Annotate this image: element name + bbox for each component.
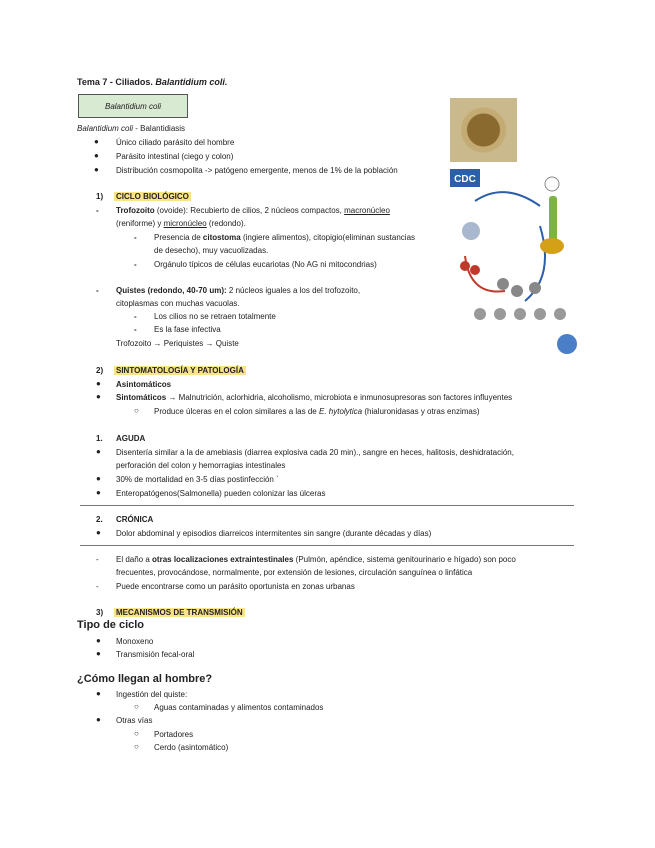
bullet-dot: ●: [96, 392, 101, 401]
extraintestinal-line: El daño a otras localizaciones extraintestinales (Pulmón, apéndice, sistema genitourinario e hígado) son poco: [116, 555, 516, 564]
stage-drawing: [554, 308, 566, 320]
stage-drawing: [514, 308, 526, 320]
quiste-sub: Es la fase infectiva: [154, 325, 221, 334]
bullet-dot: ●: [96, 649, 101, 658]
intro-bullet: Único ciliado parásito del hombre: [116, 138, 235, 147]
intestine-drawing: [540, 238, 564, 254]
stage-row: [474, 308, 566, 320]
bullet-dot: ●: [96, 528, 101, 537]
stage-drawing: [494, 308, 506, 320]
aguda-bullet: 30% de mortalidad en 3-5 días postinfección `: [116, 475, 279, 484]
divider: [80, 505, 574, 506]
trofozoito-sub-cont: de desecho), muy vacuolizadas.: [154, 246, 269, 255]
dash: -: [134, 325, 137, 334]
quiste-line-2: citoplasmas con muchas vacuolas.: [116, 299, 240, 308]
cyst-drawing: [529, 282, 541, 294]
asintomaticos: Asintomáticos: [116, 380, 172, 389]
sintomaticos-sub: Produce úlceras en el colon similares a las de E. hytolytica (hialuronidasas y otras enzimas): [154, 407, 480, 416]
aguda-heading: AGUDA: [116, 434, 146, 443]
blood-icon: [460, 261, 470, 271]
section-heading-transmision: MECANISMOS DE TRANSMISIÓN: [116, 608, 243, 617]
section-heading-sintomatologia: SINTOMATOLOGÍA Y PATOLOGÍA: [116, 366, 244, 375]
tipo-ciclo-heading: Tipo de ciclo: [77, 619, 145, 631]
bullet-dot: ●: [96, 689, 101, 698]
llegan-item: Ingestión del quiste:: [116, 690, 188, 699]
oportunista-line: Puede encontrarse como un parásito oportunista en zonas urbanas: [116, 582, 355, 591]
trofozoito-sub: Orgánulo típicos de células eucariotas (No AG ni mitocondrias): [154, 260, 377, 269]
species-label-box: Balantidium coli: [78, 94, 188, 118]
life-cycle-diagram: [445, 166, 579, 358]
section-number: 2): [96, 366, 104, 375]
intro-line: Balantidium coli - Balantidiasis: [77, 124, 186, 133]
bullet-dot: ●: [96, 488, 101, 497]
llegan-sub: Portadores: [154, 730, 194, 739]
dash: -: [96, 206, 99, 215]
extraintestinal-line-2: frecuentes, provocándose, normalmente, por extensión de lesiones, circulación sanguínea o linfática: [116, 568, 473, 577]
stage-drawing: [474, 308, 486, 320]
bullet-dot: ●: [96, 447, 101, 456]
section-number: 3): [96, 608, 104, 617]
life-cycle-figure: [445, 166, 579, 358]
ciclo-item: Transmisión fecal-oral: [116, 650, 195, 659]
bullet-dot: ●: [96, 379, 101, 388]
quiste-sub: Los cilios no se retraen totalmente: [154, 312, 276, 321]
bullet-dot: ●: [96, 715, 101, 724]
blood-icon: [470, 265, 480, 275]
dash: -: [134, 312, 137, 321]
bullet-dot: ●: [94, 151, 99, 160]
bullet-dot: ●: [96, 474, 101, 483]
trofozoito-line: Trofozoito (ovoide): Recubierto de cilios, 2 núcleos compactos, macronúcleo: [116, 206, 390, 215]
section-heading-ciclo: CICLO BIOLÓGICO: [116, 192, 189, 201]
cycle-arrow: [475, 192, 540, 206]
cyst-drawing: [497, 278, 509, 290]
list-number: 1.: [96, 434, 103, 443]
dash: -: [96, 555, 99, 564]
ciclo-item: Monoxeno: [116, 637, 154, 646]
dash: -: [134, 260, 137, 269]
cyst-micrograph: [450, 98, 517, 162]
bullet-dot: ●: [94, 165, 99, 174]
stage-drawing: [534, 308, 546, 320]
cyst-drawing: [511, 285, 523, 297]
bullet-dot: ●: [96, 636, 101, 645]
aguda-bullet-cont: perforación del colon y hemorragias intestinales: [116, 461, 286, 470]
page-marker-circle: [557, 334, 577, 354]
human-head-outline: [545, 177, 559, 191]
trofozoito-sub: Presencia de citostoma (ingiere alimentos), citopigio(eliminan sustancias: [154, 233, 416, 242]
sintomaticos-line: Sintomáticos → Malnutrición, aclorhidria, alcoholismo, microbiota e inmunosupresoras son factores influyentes: [116, 393, 513, 402]
llegan-heading: ¿Cómo llegan al hombre?: [77, 673, 213, 685]
divider: [80, 545, 574, 546]
page-title: Tema 7 - Ciliados. Balantidium coli.: [77, 77, 228, 87]
dash: -: [96, 582, 99, 591]
aguda-bullet: Disentería similar a la de amebiasis (diarrea explosiva cada 20 min)., sangre en heces, halitosis, deshidratación,: [116, 448, 514, 457]
stage-chain: Trofozoito → Periquistes → Quiste: [116, 339, 239, 348]
cell-drawing: [462, 222, 480, 240]
intro-bullet: Parásito intestinal (ciego y colon): [116, 152, 234, 161]
circle-bullet: ○: [134, 702, 139, 711]
bullet-dot: ●: [94, 137, 99, 146]
list-number: 2.: [96, 515, 103, 524]
llegan-sub: Cerdo (asintomático): [154, 743, 229, 752]
cronica-heading: CRÓNICA: [116, 515, 154, 524]
section-number: 1): [96, 192, 104, 201]
cronica-bullet: Dolor abdominal y episodios diarreicos intermitentes sin sangre (durante décadas y días): [116, 529, 432, 538]
dash: -: [134, 233, 137, 242]
trofozoito-line-2: (reniforme) y micronúcleo (redondo).: [116, 219, 246, 228]
dash: -: [96, 286, 99, 295]
quiste-line: Quistes (redondo, 40-70 um): 2 núcleos iguales a los del trofozoito,: [116, 286, 361, 295]
circle-bullet: ○: [134, 729, 139, 738]
llegan-item: Otras vías: [116, 716, 153, 725]
cdc-logo-text: CDC: [454, 174, 476, 185]
intro-bullet: Distribución cosmopolita -> patógeno emergente, menos de 1% de la población: [116, 166, 398, 175]
aguda-bullet: Enteropatógenos(Salmonella) pueden colonizar las úlceras: [116, 489, 326, 498]
circle-bullet: ○: [134, 742, 139, 751]
circle-bullet: ○: [134, 406, 139, 415]
llegan-sub: Aguas contaminadas y alimentos contaminados: [154, 703, 324, 712]
